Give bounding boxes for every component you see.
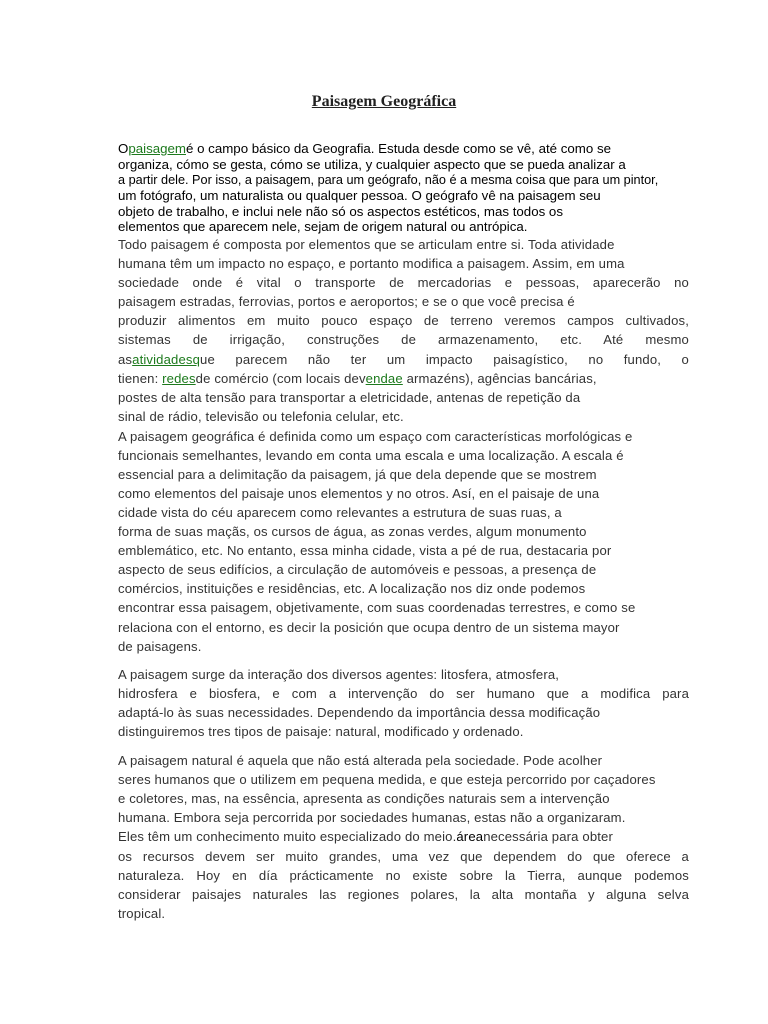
text-span: tienen: bbox=[118, 371, 163, 386]
text-span: necessária para obter bbox=[483, 829, 613, 844]
vendae-link[interactable]: endae bbox=[365, 371, 403, 386]
text-line: sociedade onde é vital o transporte de mercadorias e pessoas, aparecerão no bbox=[118, 275, 689, 290]
text-span: as bbox=[118, 352, 133, 367]
text-line: Todo paisagem é composta por elementos que se articulam entre si. Toda atividade bbox=[118, 237, 615, 252]
text-line: forma de suas maçãs, os cursos de água, as zonas verdes, algum monumento bbox=[118, 524, 587, 539]
text-line bbox=[118, 369, 689, 388]
atividades-link[interactable]: atividadesq bbox=[132, 352, 201, 367]
text-span: é o campo básico da Geografia. Estuda desde como se vê, até como se bbox=[186, 141, 612, 156]
text-span: de comércio (com locais dev bbox=[195, 371, 366, 386]
text-line: os recursos devem ser muito grandes, uma vez que dependem do que oferece a bbox=[118, 849, 689, 864]
text-line: seres humanos que o utilizem em pequena medida, e que esteja percorrido por caçadores bbox=[118, 772, 656, 787]
text-line: naturaleza. Hoy en día prácticamente no existe sobre la Tierra, aunque podemos bbox=[118, 868, 689, 883]
text-line: paisagem estradas, ferrovias, portos e aeroportos; e se o que você precisa é bbox=[118, 294, 575, 309]
text-span: Eles têm um conhecimento muito especializado do meio. bbox=[118, 829, 457, 844]
text-line: sistemas de irrigação, construções de armazenamento, etc. Até mesmo bbox=[118, 332, 689, 347]
text-span: ue parecem não ter um impacto paisagístico, no fundo, o bbox=[200, 352, 689, 367]
text-line: comércios, instituições e residências, etc. A localização nos diz onde podemos bbox=[118, 581, 586, 596]
text-line: como elementos del paisaje unos elementos y no otros. Así, en el paisaje de una bbox=[118, 486, 600, 501]
redes-link[interactable]: redes bbox=[162, 371, 196, 386]
text-line: objeto de trabalho, e inclui nele não só os aspectos estéticos, mas todos os bbox=[118, 204, 563, 219]
text-line bbox=[118, 827, 689, 846]
text-span: armazéns), agências bancárias, bbox=[402, 371, 597, 386]
text-line: cidade vista do céu aparecem como relevantes a estrutura de suas ruas, a bbox=[118, 505, 562, 520]
text-line bbox=[118, 350, 689, 369]
text-line: A paisagem surge da interação dos diversos agentes: litosfera, atmosfera, bbox=[118, 667, 560, 682]
text-span: O bbox=[118, 141, 129, 156]
text-line: sinal de rádio, televisão ou telefonia celular, etc. bbox=[118, 409, 404, 424]
text-line: organiza, cómo se gesta, cómo se utiliza, y cualquier aspecto que se pueda analizar a bbox=[118, 157, 626, 172]
text-line: funcionais semelhantes, levando em conta uma escala e uma localização. A escala é bbox=[118, 448, 624, 463]
text-line: considerar paisajes naturales las regiones polares, la alta montaña y alguna selva bbox=[118, 887, 689, 902]
text-line: de paisagens. bbox=[118, 639, 202, 654]
text-line: humana. Embora seja percorrida por sociedades humanas, estas não a organizaram. bbox=[118, 810, 626, 825]
text-line: humana têm um impacto no espaço, e portanto modifica a paisagem. Assim, em uma bbox=[118, 256, 625, 271]
text-line: a partir dele. Por isso, a paisagem, para um geógrafo, não é a mesma coisa que para um pintor, bbox=[118, 173, 659, 187]
text-line: distinguiremos tres tipos de paisaje: natural, modificado y ordenado. bbox=[118, 724, 524, 739]
area-word: área bbox=[456, 829, 484, 844]
text-line: hidrosfera e biosfera, e com a intervenção do ser humano que a modifica para bbox=[118, 686, 689, 701]
text-line: um fotógrafo, um naturalista ou qualquer pessoa. O geógrafo vê na paisagem seu bbox=[118, 188, 601, 203]
text-line: encontrar essa paisagem, objetivamente, com suas coordenadas terrestres, e como se bbox=[118, 600, 636, 615]
text-line: elementos que aparecem nele, sejam de origem natural ou antrópica. bbox=[118, 219, 528, 234]
text-line: A paisagem geográfica é definida como um espaço com características morfológicas e bbox=[118, 429, 633, 444]
text-line: essencial para a delimitação da paisagem, já que dela depende que se mostrem bbox=[118, 467, 597, 482]
paisagem-link[interactable]: paisagem bbox=[128, 141, 186, 156]
text-line: e coletores, mas, na essência, apresenta as condições naturais sem a intervenção bbox=[118, 791, 610, 806]
text-line: tropical. bbox=[118, 906, 166, 921]
page-title: Paisagem Geográfica bbox=[311, 93, 457, 110]
text-line: relaciona con el entorno, es decir la posición que ocupa dentro de un sistema mayor bbox=[118, 620, 620, 635]
text-line: A paisagem natural é aquela que não está alterada pela sociedade. Pode acolher bbox=[118, 753, 603, 768]
text-line: emblemático, etc. No entanto, essa minha cidade, vista a pé de rua, destacaria por bbox=[118, 543, 612, 558]
text-line: postes de alta tensão para transportar a eletricidade, antenas de repetição da bbox=[118, 390, 581, 405]
text-line: produzir alimentos em muito pouco espaço de terreno veremos campos cultivados, bbox=[118, 313, 689, 328]
text-line: adaptá-lo às suas necessidades. Dependendo da importância dessa modificação bbox=[118, 705, 601, 720]
text-line: aspecto de seus edifícios, a circulação de automóveis e pessoas, a presença de bbox=[118, 562, 597, 577]
